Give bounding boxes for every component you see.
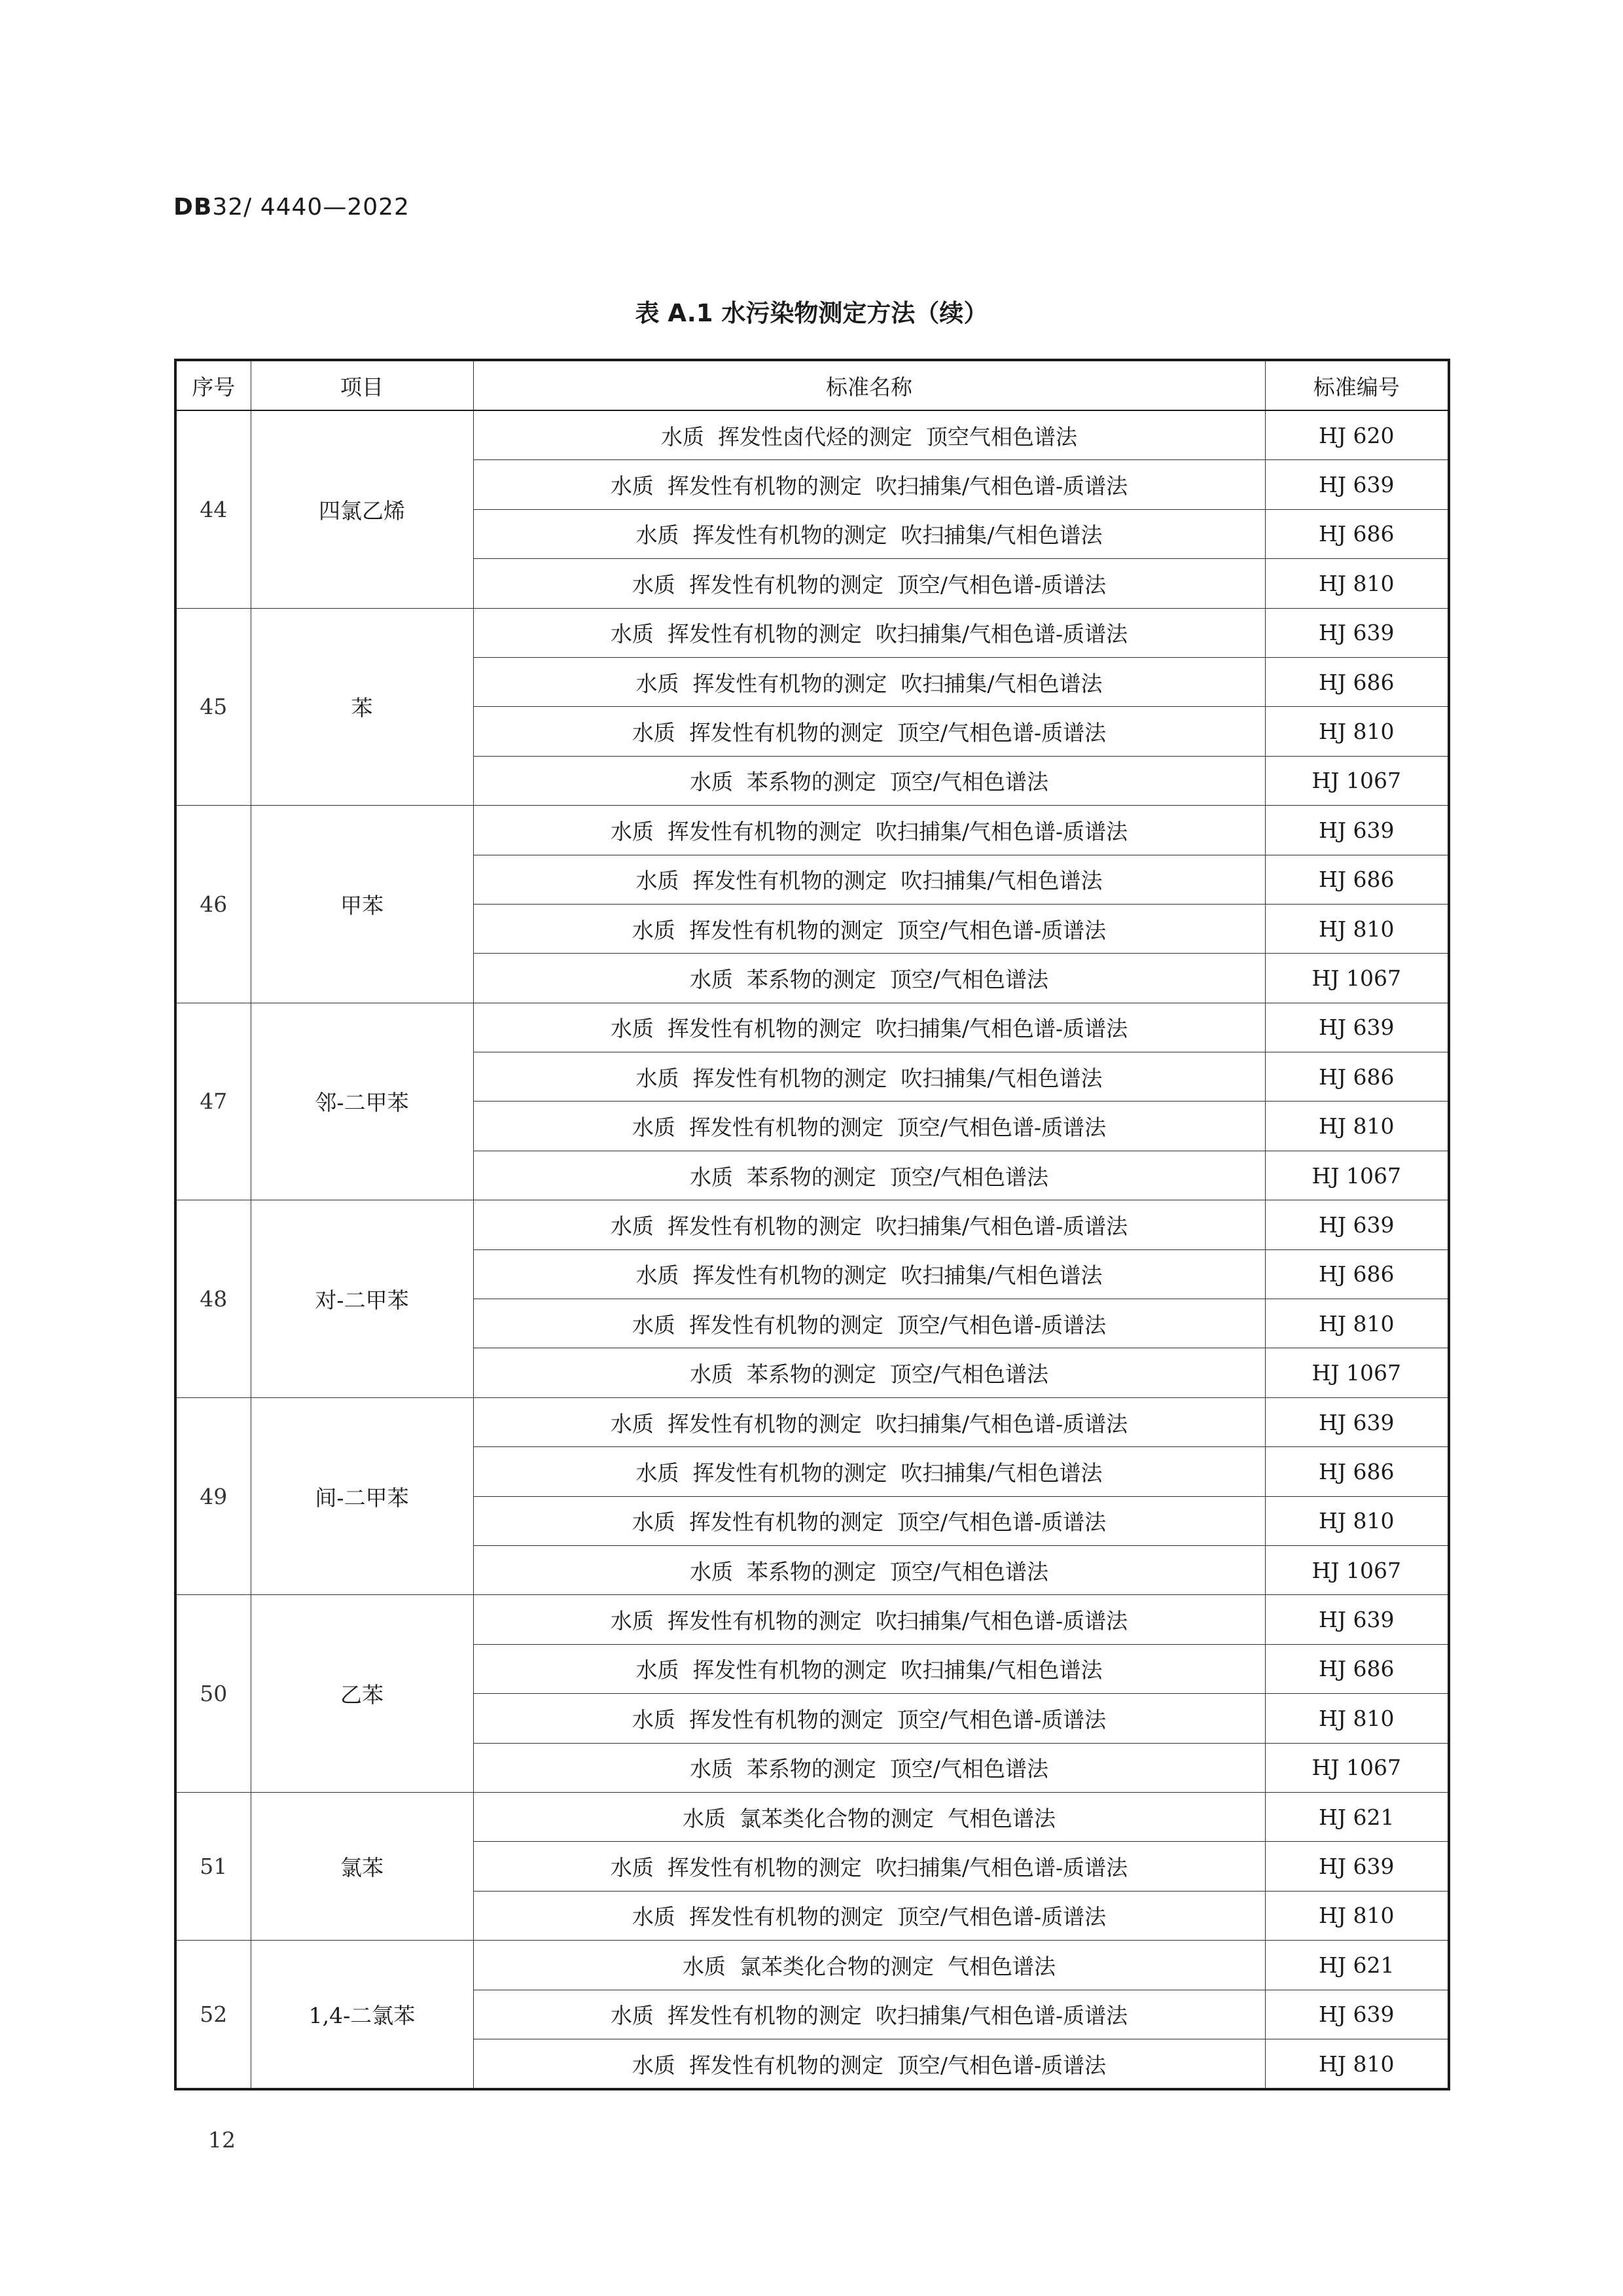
cell-standard-name: 水质 挥发性卤代烃的测定 顶空气相色谱法 bbox=[473, 410, 1265, 460]
table-row bbox=[175, 806, 1449, 855]
cell-standard-code: HJ 686 bbox=[1265, 1644, 1449, 1693]
cell-standard-code: HJ 810 bbox=[1265, 2039, 1449, 2089]
page-number: 12 bbox=[208, 2127, 236, 2153]
cell-standard-name: 水质 挥发性有机物的测定 吹扫捕集/气相色谱法 bbox=[473, 1644, 1265, 1693]
cell-standard-code: HJ 1067 bbox=[1265, 1545, 1449, 1594]
cell-standard-code: HJ 810 bbox=[1265, 1299, 1449, 1348]
cell-standard-name: 水质 苯系物的测定 顶空/气相色谱法 bbox=[473, 1743, 1265, 1792]
cell-standard-code: HJ 639 bbox=[1265, 460, 1449, 509]
cell-standard-code: HJ 639 bbox=[1265, 1003, 1449, 1052]
cell-standard-name: 水质 氯苯类化合物的测定 气相色谱法 bbox=[473, 1792, 1265, 1841]
cell-standard-code: HJ 639 bbox=[1265, 806, 1449, 855]
cell-standard-code: HJ 620 bbox=[1265, 410, 1449, 460]
cell-standard-name: 水质 挥发性有机物的测定 吹扫捕集/气相色谱法 bbox=[473, 1052, 1265, 1102]
cell-seq-number: 48 bbox=[175, 1200, 251, 1398]
cell-standard-code: HJ 639 bbox=[1265, 1990, 1449, 2039]
cell-standard-code: HJ 686 bbox=[1265, 657, 1449, 706]
cell-standard-name: 水质 挥发性有机物的测定 吹扫捕集/气相色谱法 bbox=[473, 855, 1265, 904]
cell-seq-number: 50 bbox=[175, 1595, 251, 1793]
cell-standard-code: HJ 1067 bbox=[1265, 756, 1449, 805]
column-header-item: 项目 bbox=[251, 360, 473, 410]
cell-standard-name: 水质 挥发性有机物的测定 吹扫捕集/气相色谱-质谱法 bbox=[473, 1397, 1265, 1446]
cell-standard-code: HJ 639 bbox=[1265, 1397, 1449, 1446]
cell-standard-name: 水质 挥发性有机物的测定 顶空/气相色谱-质谱法 bbox=[473, 559, 1265, 608]
document-code-number: 32/ 4440—2022 bbox=[212, 194, 410, 221]
cell-standard-name: 水质 苯系物的测定 顶空/气相色谱法 bbox=[473, 1348, 1265, 1397]
cell-standard-name: 水质 挥发性有机物的测定 顶空/气相色谱-质谱法 bbox=[473, 1496, 1265, 1545]
document-code-prefix: DB bbox=[173, 194, 213, 221]
cell-standard-name: 水质 苯系物的测定 顶空/气相色谱法 bbox=[473, 756, 1265, 805]
cell-standard-code: HJ 686 bbox=[1265, 1052, 1449, 1102]
cell-item: 对-二甲苯 bbox=[251, 1200, 473, 1398]
cell-standard-code: HJ 639 bbox=[1265, 1200, 1449, 1249]
column-header-standard-code: 标准编号 bbox=[1265, 360, 1449, 410]
cell-standard-code: HJ 686 bbox=[1265, 509, 1449, 558]
table-row bbox=[175, 1200, 1449, 1249]
document-code bbox=[173, 194, 410, 221]
table-title: 表 A.1 水污染物测定方法（续） bbox=[635, 299, 988, 327]
cell-standard-code: HJ 810 bbox=[1265, 1694, 1449, 1743]
table-header-row bbox=[175, 360, 1449, 410]
cell-standard-code: HJ 810 bbox=[1265, 559, 1449, 608]
table-row bbox=[175, 1003, 1449, 1052]
cell-standard-name: 水质 挥发性有机物的测定 吹扫捕集/气相色谱-质谱法 bbox=[473, 1595, 1265, 1644]
cell-standard-code: HJ 1067 bbox=[1265, 1348, 1449, 1397]
cell-standard-code: HJ 639 bbox=[1265, 608, 1449, 657]
cell-standard-name: 水质 挥发性有机物的测定 吹扫捕集/气相色谱法 bbox=[473, 1447, 1265, 1496]
cell-standard-name: 水质 挥发性有机物的测定 吹扫捕集/气相色谱-质谱法 bbox=[473, 1990, 1265, 2039]
cell-item: 甲苯 bbox=[251, 806, 473, 1003]
cell-standard-code: HJ 621 bbox=[1265, 1941, 1449, 1990]
cell-standard-code: HJ 639 bbox=[1265, 1842, 1449, 1891]
cell-seq-number: 45 bbox=[175, 608, 251, 806]
cell-standard-name: 水质 挥发性有机物的测定 吹扫捕集/气相色谱-质谱法 bbox=[473, 806, 1265, 855]
cell-standard-name: 水质 挥发性有机物的测定 吹扫捕集/气相色谱-质谱法 bbox=[473, 1200, 1265, 1249]
cell-standard-name: 水质 挥发性有机物的测定 顶空/气相色谱-质谱法 bbox=[473, 1102, 1265, 1151]
cell-standard-name: 水质 挥发性有机物的测定 顶空/气相色谱-质谱法 bbox=[473, 707, 1265, 756]
cell-standard-name: 水质 挥发性有机物的测定 吹扫捕集/气相色谱法 bbox=[473, 509, 1265, 558]
table-row bbox=[175, 1595, 1449, 1644]
cell-seq-number: 51 bbox=[175, 1792, 251, 1940]
cell-item: 氯苯 bbox=[251, 1792, 473, 1940]
cell-standard-code: HJ 686 bbox=[1265, 1249, 1449, 1299]
cell-standard-name: 水质 挥发性有机物的测定 吹扫捕集/气相色谱-质谱法 bbox=[473, 1003, 1265, 1052]
cell-standard-name: 水质 挥发性有机物的测定 顶空/气相色谱-质谱法 bbox=[473, 904, 1265, 953]
cell-seq-number: 52 bbox=[175, 1941, 251, 2090]
cell-standard-name: 水质 挥发性有机物的测定 顶空/气相色谱-质谱法 bbox=[473, 1891, 1265, 1940]
cell-standard-name: 水质 挥发性有机物的测定 顶空/气相色谱-质谱法 bbox=[473, 2039, 1265, 2089]
cell-standard-code: HJ 810 bbox=[1265, 1102, 1449, 1151]
cell-seq-number: 44 bbox=[175, 410, 251, 608]
cell-standard-name: 水质 苯系物的测定 顶空/气相色谱法 bbox=[473, 1151, 1265, 1200]
table-row bbox=[175, 1941, 1449, 1990]
cell-item: 苯 bbox=[251, 608, 473, 806]
cell-item: 四氯乙烯 bbox=[251, 410, 473, 608]
cell-item: 邻-二甲苯 bbox=[251, 1003, 473, 1200]
cell-seq-number: 49 bbox=[175, 1397, 251, 1595]
cell-seq-number: 46 bbox=[175, 806, 251, 1003]
table-body bbox=[175, 410, 1449, 2089]
cell-item: 1,4-二氯苯 bbox=[251, 1941, 473, 2090]
cell-standard-name: 水质 氯苯类化合物的测定 气相色谱法 bbox=[473, 1941, 1265, 1990]
table-row bbox=[175, 1792, 1449, 1841]
cell-standard-name: 水质 挥发性有机物的测定 吹扫捕集/气相色谱法 bbox=[473, 657, 1265, 706]
cell-item: 乙苯 bbox=[251, 1595, 473, 1793]
standards-table bbox=[174, 359, 1450, 2090]
cell-standard-name: 水质 挥发性有机物的测定 吹扫捕集/气相色谱-质谱法 bbox=[473, 1842, 1265, 1891]
cell-standard-code: HJ 1067 bbox=[1265, 1151, 1449, 1200]
cell-standard-code: HJ 1067 bbox=[1265, 1743, 1449, 1792]
cell-standard-code: HJ 621 bbox=[1265, 1792, 1449, 1841]
cell-standard-code: HJ 810 bbox=[1265, 1496, 1449, 1545]
cell-standard-code: HJ 686 bbox=[1265, 1447, 1449, 1496]
cell-standard-name: 水质 挥发性有机物的测定 吹扫捕集/气相色谱法 bbox=[473, 1249, 1265, 1299]
cell-standard-name: 水质 挥发性有机物的测定 吹扫捕集/气相色谱-质谱法 bbox=[473, 460, 1265, 509]
cell-standard-code: HJ 810 bbox=[1265, 707, 1449, 756]
cell-seq-number: 47 bbox=[175, 1003, 251, 1200]
cell-standard-name: 水质 挥发性有机物的测定 顶空/气相色谱-质谱法 bbox=[473, 1299, 1265, 1348]
cell-standard-code: HJ 686 bbox=[1265, 855, 1449, 904]
cell-standard-name: 水质 挥发性有机物的测定 顶空/气相色谱-质谱法 bbox=[473, 1694, 1265, 1743]
cell-standard-code: HJ 810 bbox=[1265, 1891, 1449, 1940]
cell-item: 间-二甲苯 bbox=[251, 1397, 473, 1595]
table-row bbox=[175, 410, 1449, 460]
cell-standard-name: 水质 苯系物的测定 顶空/气相色谱法 bbox=[473, 954, 1265, 1003]
table-row bbox=[175, 1397, 1449, 1446]
cell-standard-name: 水质 苯系物的测定 顶空/气相色谱法 bbox=[473, 1545, 1265, 1594]
cell-standard-code: HJ 1067 bbox=[1265, 954, 1449, 1003]
column-header-standard-name: 标准名称 bbox=[473, 360, 1265, 410]
column-header-seq: 序号 bbox=[175, 360, 251, 410]
cell-standard-code: HJ 639 bbox=[1265, 1595, 1449, 1644]
table-row bbox=[175, 608, 1449, 657]
cell-standard-name: 水质 挥发性有机物的测定 吹扫捕集/气相色谱-质谱法 bbox=[473, 608, 1265, 657]
cell-standard-code: HJ 810 bbox=[1265, 904, 1449, 953]
